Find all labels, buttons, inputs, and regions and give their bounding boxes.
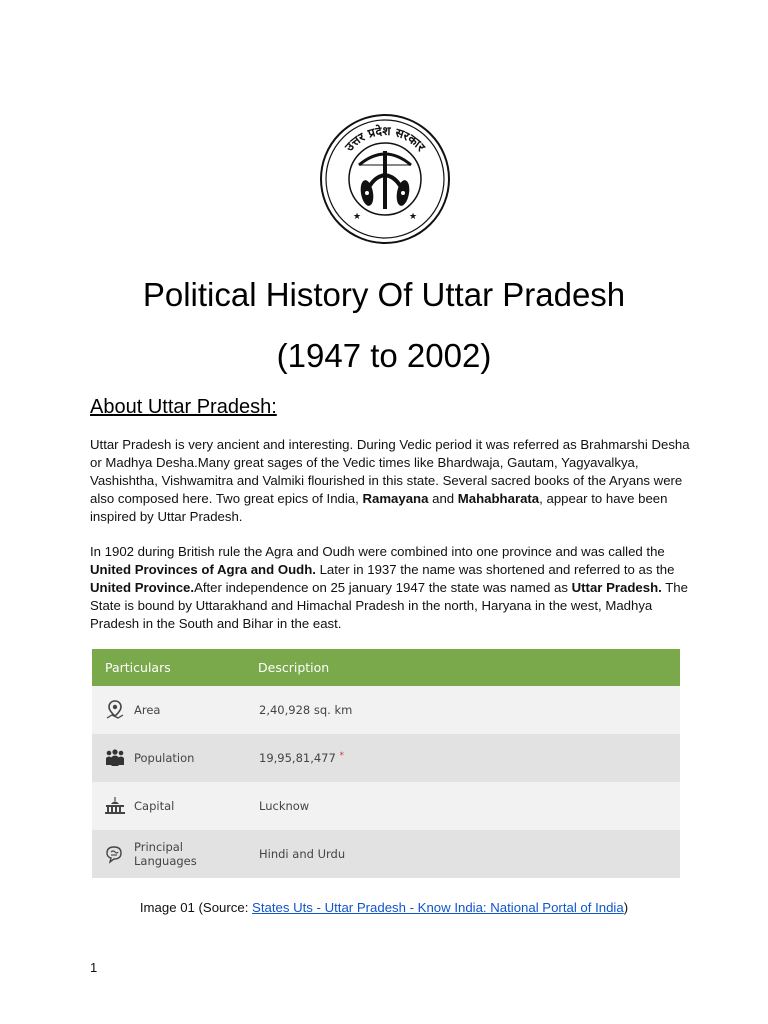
text-run: , appear to have been inspired by Uttar Pradesh. (90, 491, 668, 524)
bold-text-run: Uttar Pradesh. (571, 580, 662, 595)
table-header-row (92, 649, 680, 686)
page-number: 1 (90, 960, 98, 975)
bold-text-run: United Provinces of Agra and Oudh. (90, 562, 316, 577)
up-government-emblem (319, 113, 451, 245)
svg-text:★: ★ (409, 212, 418, 222)
text-run: After independence on 25 january 1947 the state was named as (194, 580, 572, 595)
svg-text:उत्तर प्रदेश सरकार: उत्तर प्रदेश सरकार (342, 123, 429, 154)
footnote-asterisk: * (339, 751, 344, 761)
row-label: Principal Languages (134, 840, 197, 868)
row-label: Capital (134, 799, 175, 813)
page-subtitle-years: (1947 to 2002) (276, 337, 492, 374)
capitol-building-icon (104, 795, 126, 817)
page-title: Political History Of Uttar Pradesh (142, 276, 626, 313)
text-run: and (428, 491, 458, 506)
speech-language-icon (104, 843, 126, 865)
table-row (92, 734, 680, 782)
state-info-table (92, 649, 680, 878)
row-label: Population (134, 751, 195, 765)
text-run: The State is bound by Uttarakhand and Himachal Pradesh in the north, Haryana in the west, Madhya Pradesh in the South and Bihar in the east. (90, 580, 688, 631)
table-row (92, 782, 680, 830)
column-header-particulars: Particulars (92, 649, 246, 686)
row-value: 2,40,928 sq. km (246, 686, 680, 734)
source-link[interactable]: States Uts - Uttar Pradesh - Know India: National Portal of India (252, 900, 624, 915)
location-pin-icon (104, 699, 126, 721)
row-value: Lucknow (246, 782, 680, 830)
bold-text-run: United Province. (90, 580, 195, 595)
text-run: In 1902 during British rule the Agra and Oudh were combined into one province and was called the (90, 544, 665, 559)
text-run: Uttar Pradesh is very ancient and interesting. During Vedic period it was referred as Brahmarshi Desha or Madhya Desha.Many great sages of the Vedic times like Bhardwaja, Gautam, Yagyavalkya, Vashishtha, Vishwamitra and Valmiki flourished in this state. Several sacred books of the Aryans were also composed here. Two great epics of India, (90, 437, 690, 506)
image-caption: Image 01 (Source: States Uts - Uttar Pradesh - Know India: National Portal of India) (139, 900, 629, 915)
row-value: 19,95,81,477 * (246, 734, 680, 782)
paragraph-vedic-history (90, 436, 690, 526)
column-header-description: Description (246, 649, 680, 686)
bold-text-run: Mahabharata (457, 491, 540, 506)
row-label: Area (134, 703, 161, 717)
text-run: Later in 1937 the name was shortened and referred to as the (315, 562, 675, 577)
people-icon (104, 747, 126, 769)
row-value: Hindi and Urdu (246, 830, 680, 878)
bold-text-run: Ramayana (362, 491, 429, 506)
table-row (92, 686, 680, 734)
svg-text:★: ★ (353, 212, 362, 222)
section-heading: About Uttar Pradesh: (90, 396, 277, 418)
table-row (92, 830, 680, 878)
paragraph-british-rule (90, 543, 690, 633)
